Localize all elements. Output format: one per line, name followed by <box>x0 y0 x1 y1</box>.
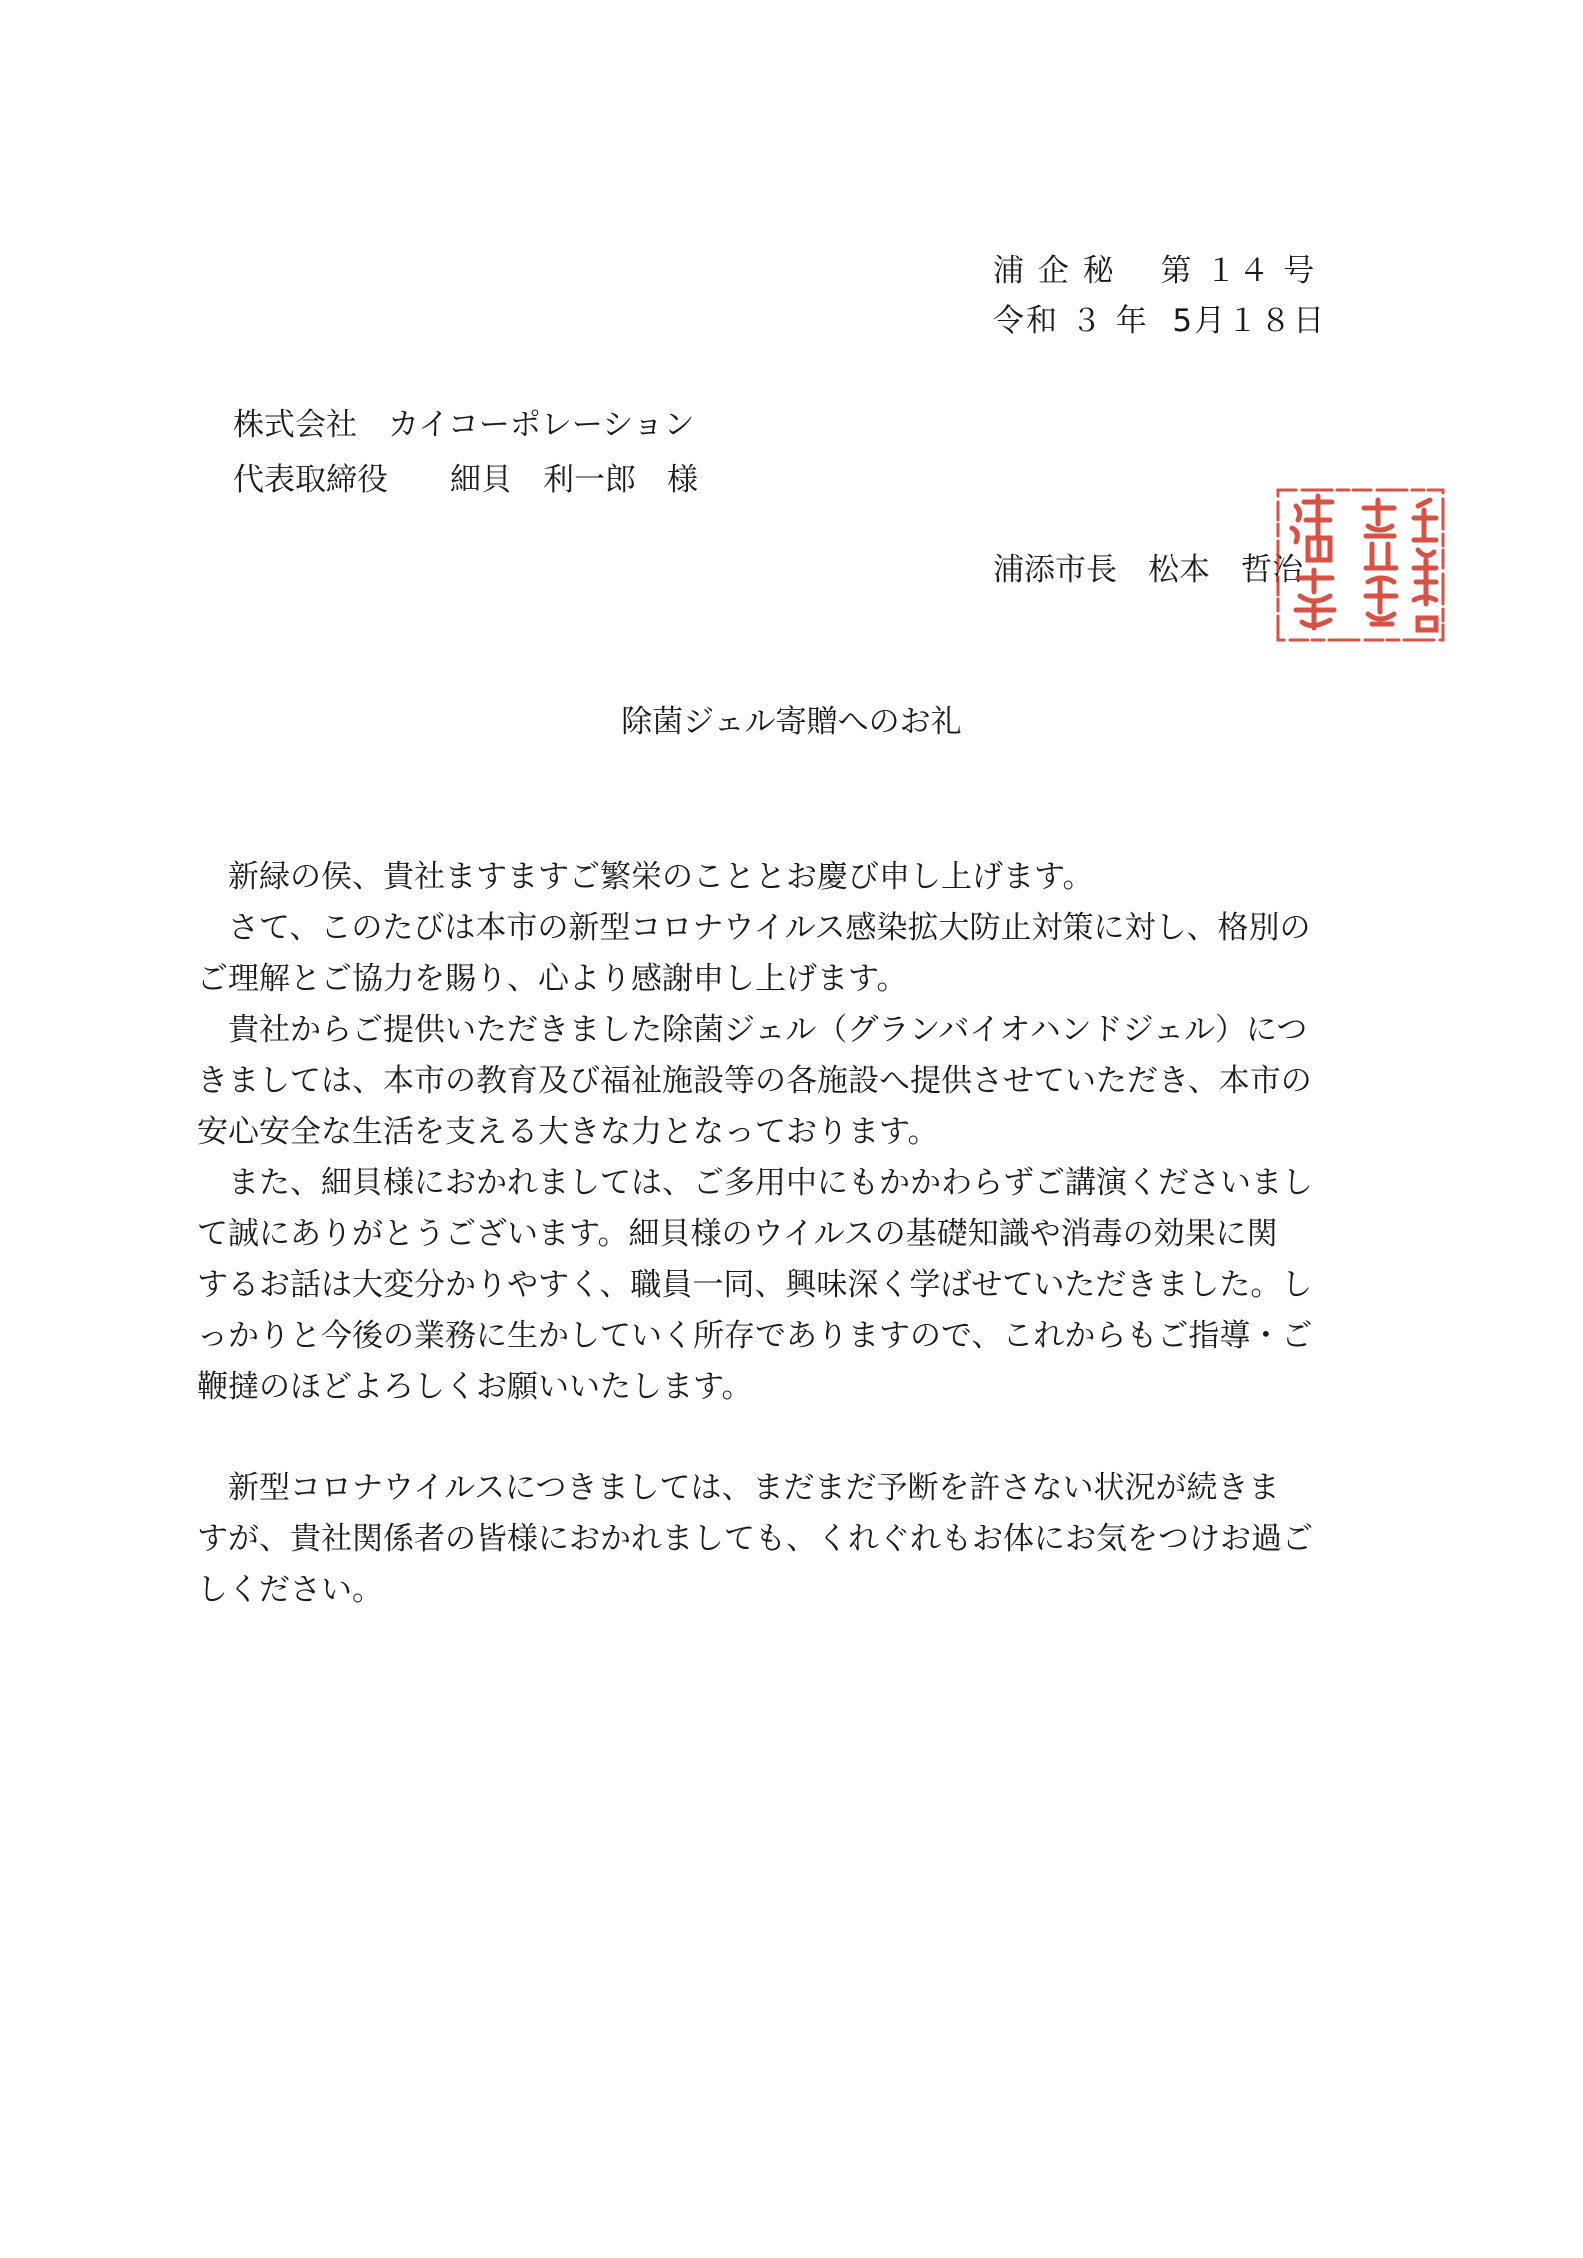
addressee-block <box>233 398 698 508</box>
body-line: さて、このたびは本市の新型コロナウイルス感染拡大防止対策に対し、格別の <box>197 910 1311 946</box>
official-seal-stamp <box>1268 478 1453 648</box>
letter-body <box>197 852 1377 1616</box>
body-line: 貴社からご提供いただきました除菌ジェル（グランバイオハンドジェル）につ <box>197 1012 1308 1048</box>
body-line: ご理解とご協力を賜り、心より感謝申し上げます。 <box>197 961 908 997</box>
reference-block <box>993 246 1326 346</box>
addressee-recipient: 代表取締役 細貝 利一郎 様 <box>233 462 698 498</box>
closing-line: しください。 <box>197 1572 383 1608</box>
paragraph-gap <box>197 1413 1377 1463</box>
body-line: するお話は大変分かりやすく、職員一同、興味深く学ばせていただきました。し <box>197 1267 1313 1303</box>
sender-line: 浦添市長 松本 哲治 <box>993 552 1303 588</box>
addressee-company: 株式会社 カイコーポレーション <box>233 407 695 443</box>
body-line: 安心安全な生活を支える大きな力となっております。 <box>197 1114 939 1150</box>
letter-title: 除菌ジェル寄贈へのお礼 <box>621 704 962 740</box>
body-line: 鞭撻のほどよろしくお願いいたします。 <box>197 1369 753 1405</box>
closing-line: すが、貴社関係者の皆様におかれましても、くれぐれもお体にお気をつけお過ご <box>197 1521 1313 1557</box>
body-line: っかりと今後の業務に生かしていく所存でありますので、これからもご指導・ご <box>197 1318 1313 1354</box>
body-line: きましては、本市の教育及び福祉施設等の各施設へ提供させていただき、本市の <box>197 1063 1312 1099</box>
body-line: て誠にありがとうございます。細貝様のウイルスの基礎知識や消毒の効果に関 <box>197 1216 1278 1252</box>
document-number: 浦 企 秘 第 １４ 号 <box>993 253 1317 289</box>
document-date: 令和 ３ 年 5月１８日 <box>993 303 1327 339</box>
body-line: また、細貝様におかれましては、ご多用中にもかかわらずご講演くださいまし <box>197 1165 1313 1201</box>
closing-line: 新型コロナウイルスにつきましては、まだまだ予断を許さない状況が続きま <box>197 1470 1280 1506</box>
body-line: 新緑の侯、貴社ますますご繁栄のこととお慶び申し上げます。 <box>197 859 1094 895</box>
